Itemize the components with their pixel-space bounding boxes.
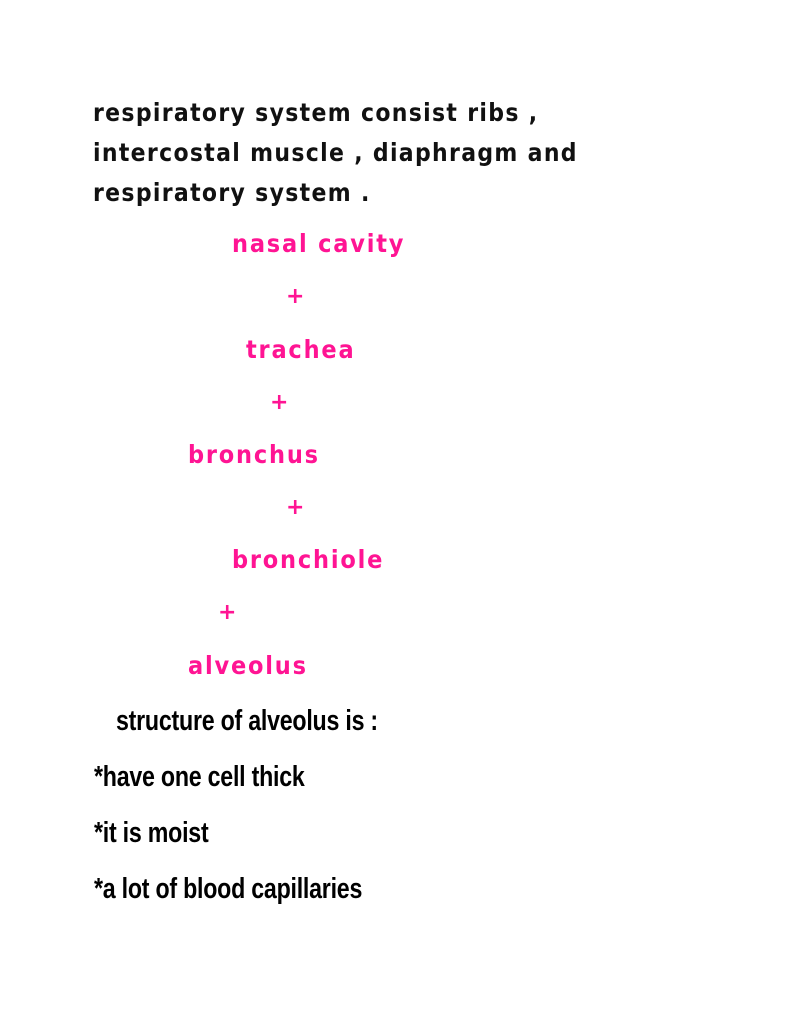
pathway-plus-3: + xyxy=(286,495,305,520)
pathway-bronchiole: bronchiole xyxy=(232,545,385,574)
pathway-plus-1: + xyxy=(286,284,305,309)
structure-point-2: *it is moist xyxy=(94,817,209,849)
pathway-nasal-cavity: nasal cavity xyxy=(232,229,406,258)
intro-line-1: respiratory system consist ribs , xyxy=(93,98,539,127)
structure-point-1: *have one cell thick xyxy=(94,761,305,793)
pathway-bronchus: bronchus xyxy=(188,440,320,469)
pathway-plus-2: + xyxy=(270,390,289,415)
intro-line-3: respiratory system . xyxy=(93,178,371,207)
pathway-trachea: trachea xyxy=(246,335,356,364)
intro-line-2: intercostal muscle , diaphragm and xyxy=(93,138,578,167)
pathway-plus-4: + xyxy=(218,600,237,625)
intro-paragraph xyxy=(93,93,656,213)
structure-point-3: *a lot of blood capillaries xyxy=(94,873,363,905)
structure-heading: structure of alveolus is : xyxy=(116,705,378,737)
pathway-alveolus: alveolus xyxy=(188,651,308,680)
